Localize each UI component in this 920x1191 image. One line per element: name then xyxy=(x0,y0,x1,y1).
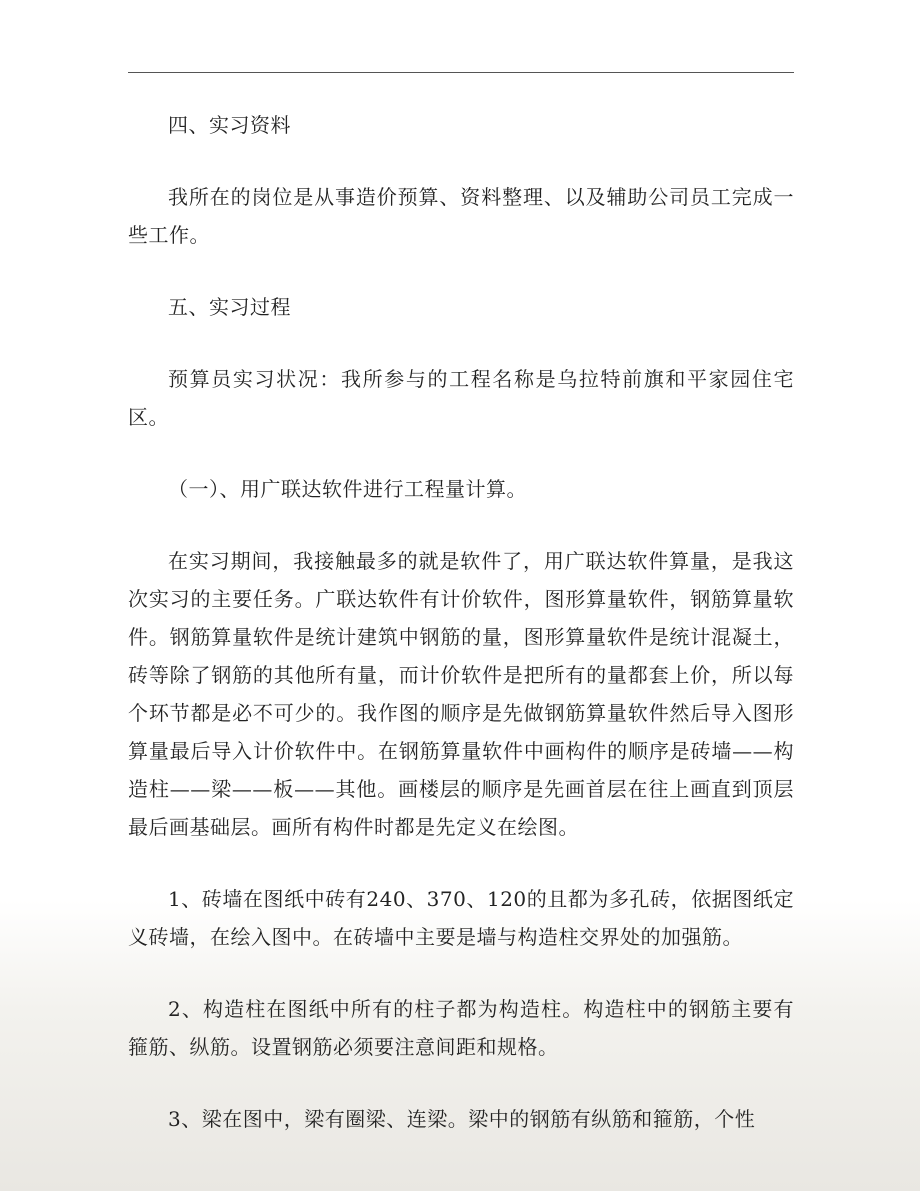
paragraph-software: 在实习期间，我接触最多的就是软件了，用广联达软件算量，是我这次实习的主要任务。广联达软件有计价软件，图形算量软件，钢筋算量软件。钢筋算量软件是统计建筑中钢筋的量，图形算量软件是统计混凝土，砖等除了钢筋的其他所有量，而计价软件是把所有的量都套上价，所以每个环节都是必不可少的。我作图的顺序是先做钢筋算量软件然后导入图形算量最后导入计价软件中。在钢筋算量软件中画构件的顺序是砖墙——构造柱——梁——板——其他。画楼层的顺序是先画首层在往上画直到顶层最后画基础层。画所有构件时都是先定义在绘图。 xyxy=(128,549,794,839)
header-rule xyxy=(128,72,794,73)
paragraph-project: 预算员实习状况：我所参与的工程名称是乌拉特前旗和平家园住宅区。 xyxy=(128,367,794,429)
paragraph-beam: 3、梁在图中，梁有圈梁、连梁。梁中的钢筋有纵筋和箍筋，个性 xyxy=(168,1107,756,1131)
document-page xyxy=(128,0,794,1191)
paragraph-brick-wall: 1、砖墙在图纸中砖有240、370、120的且都为多孔砖，依据图纸定义砖墙，在绘入图中。在砖墙中主要是墙与构造柱交界处的加强筋。 xyxy=(128,887,794,949)
section-heading-materials: 四、实习资料 xyxy=(168,113,291,137)
subsection-heading-software: （一）、用广联达软件进行工程量计算。 xyxy=(168,477,527,501)
document-body xyxy=(128,106,794,1172)
paragraph-column: 2、构造柱在图纸中所有的柱子都为构造柱。构造柱中的钢筋主要有箍筋、纵筋。设置钢筋必须要注意间距和规格。 xyxy=(128,997,794,1059)
paragraph-position: 我所在的岗位是从事造价预算、资料整理、以及辅助公司员工完成一些工作。 xyxy=(128,185,794,247)
section-heading-process: 五、实习过程 xyxy=(168,295,291,319)
